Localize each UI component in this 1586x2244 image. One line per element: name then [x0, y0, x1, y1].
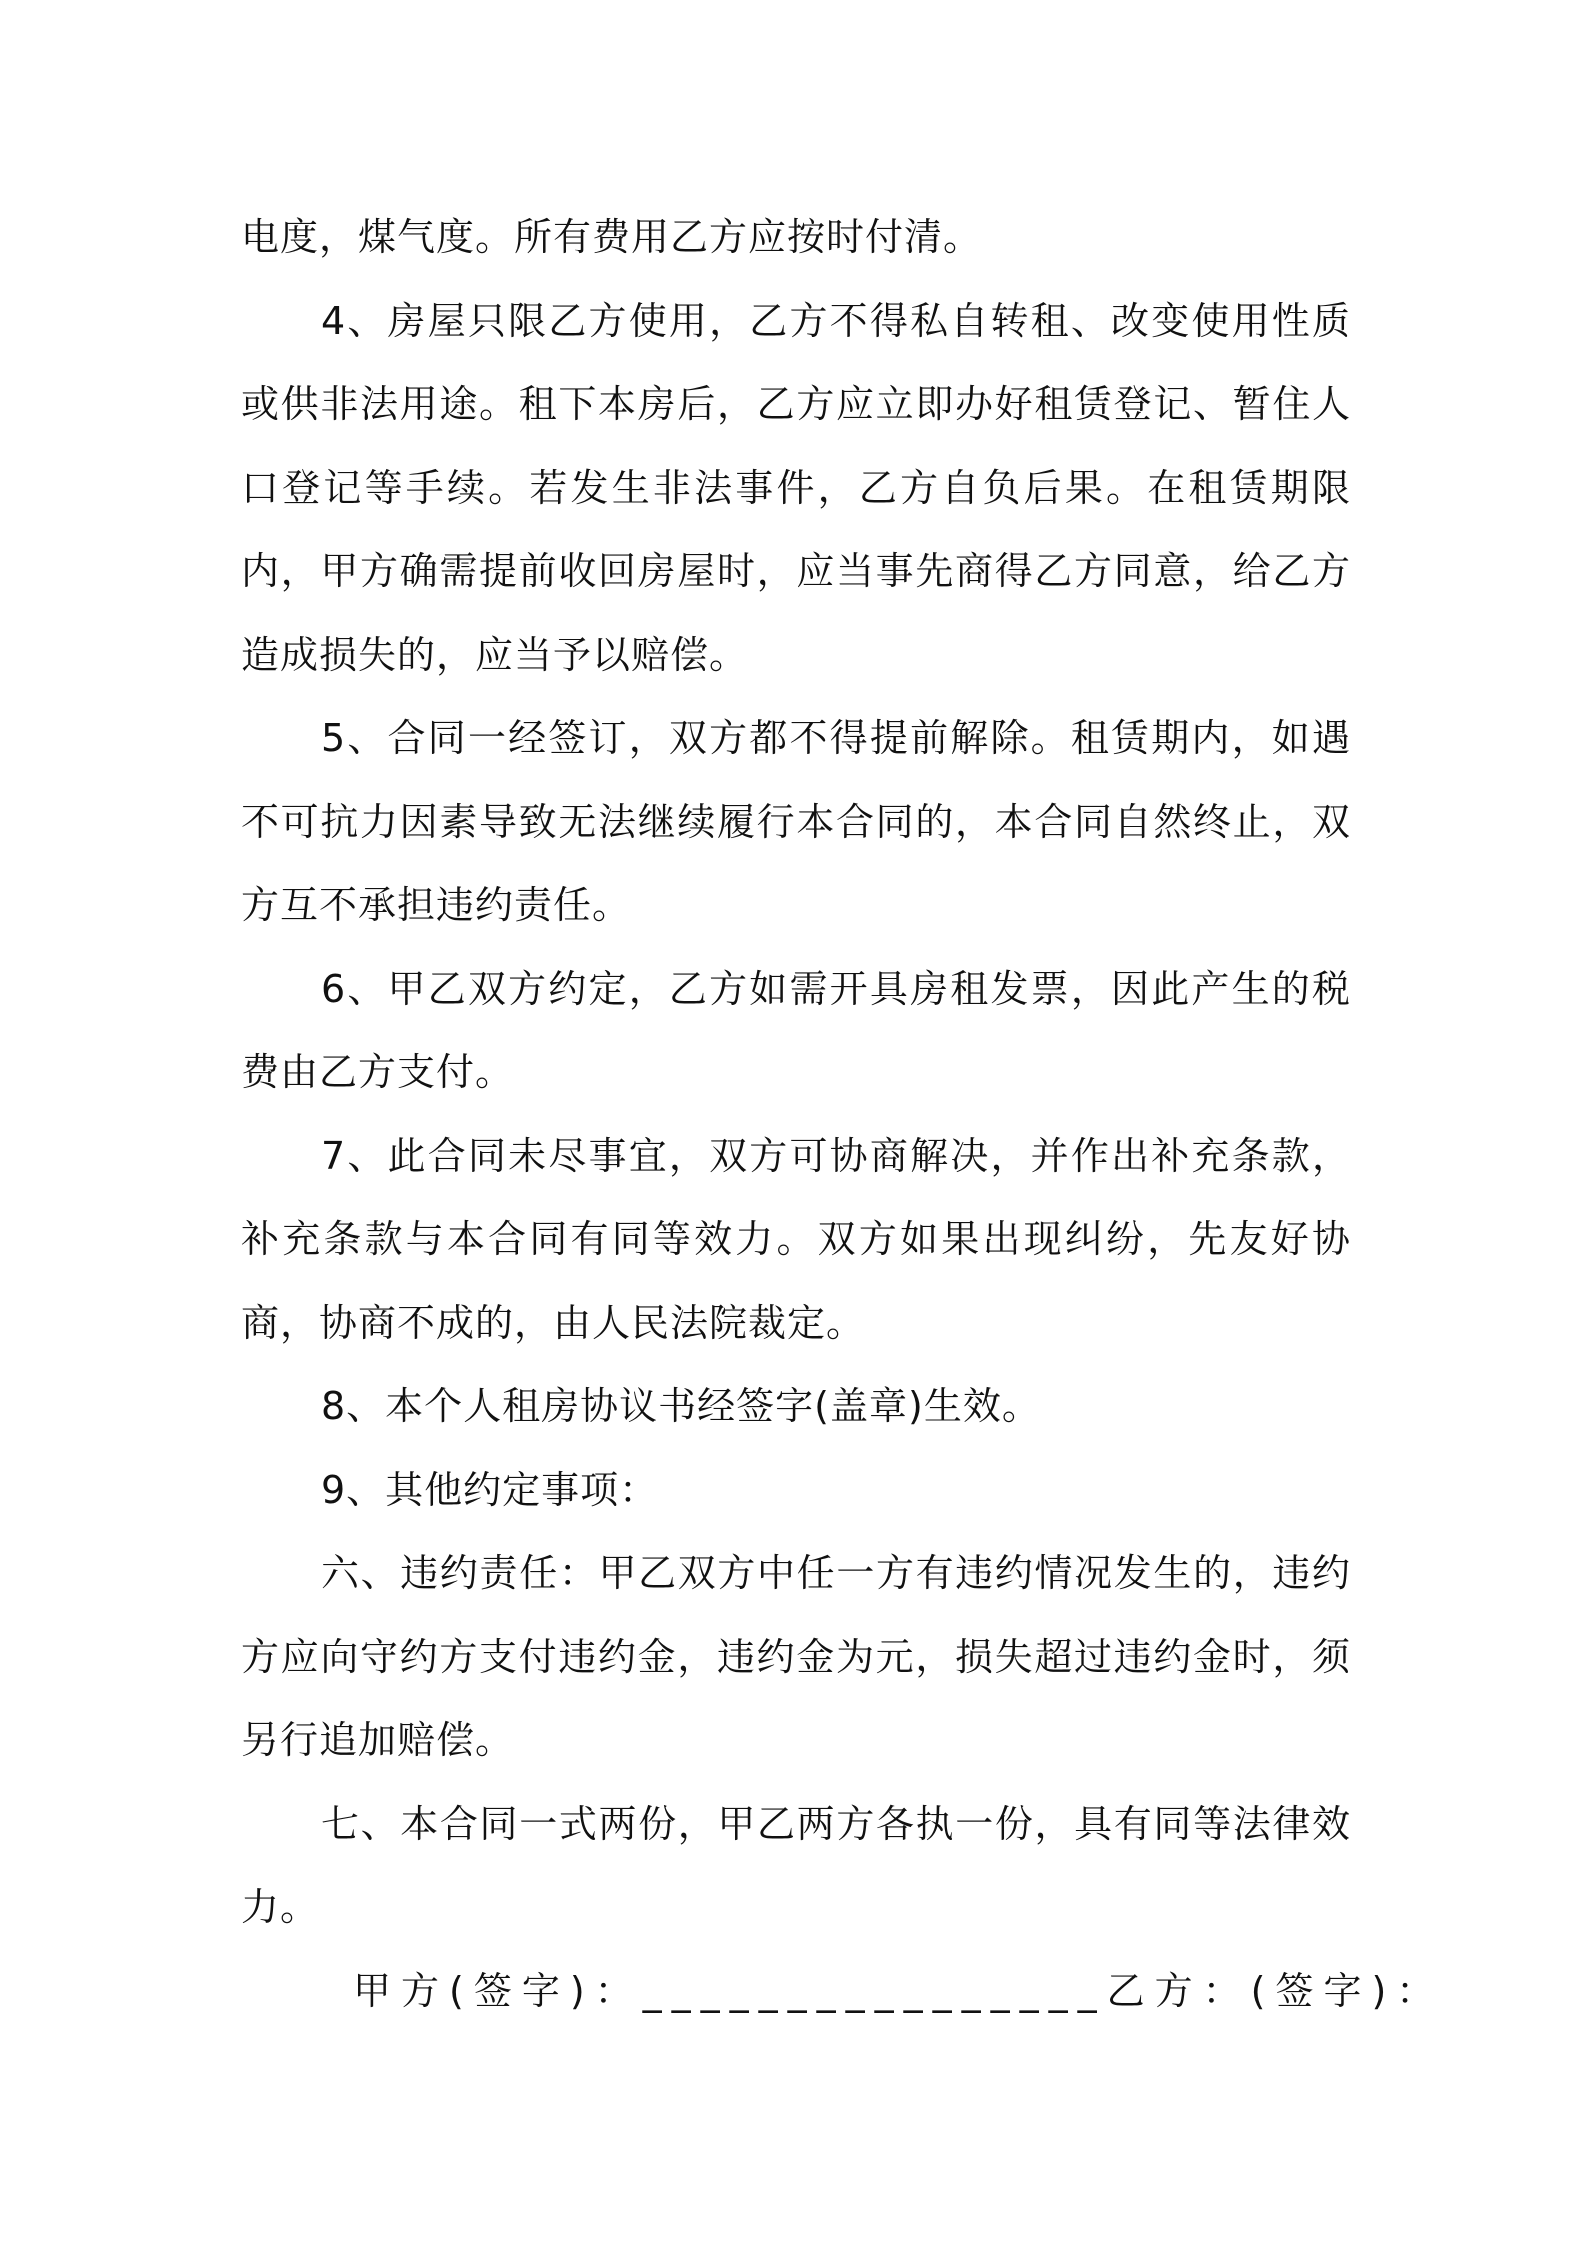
paragraph-copies: 七、本合同一式两份，甲乙两方各执一份，具有同等法律效力。 [241, 1801, 1351, 1929]
paragraph-clause-4: 4、房屋只限乙方使用，乙方不得私自转租、改变使用性质或供非法用途。租下本房后，乙方应立即办好租赁登记、暂住人口登记等手续。若发生非法事件，乙方自负后果。在租赁期限内，甲方确需提前收回房屋时，应当事先商得乙方同意，给乙方造成损失的，应当予以赔偿。 [241, 298, 1351, 677]
paragraph-clause-7: 7、此合同未尽事宜，双方可协商解决，并作出补充条款，补充条款与本合同有同等效力。双方如果出现纠纷，先友好协商，协商不成的，由人民法院裁定。 [241, 1133, 1351, 1345]
paragraph-clause-6: 6、甲乙双方约定，乙方如需开具房租发票，因此产生的税费由乙方支付。 [241, 966, 1351, 1094]
paragraph-breach-liability: 六、违约责任：甲乙双方中任一方有违约情况发生的，违约方应向守约方支付违约金，违约金为元，损失超过违约金时，须另行追加赔偿。 [241, 1551, 1351, 1762]
document-page [241, 196, 1445, 2033]
paragraph-utilities: 电度，煤气度。所有费用乙方应按时付清。 [241, 215, 983, 259]
paragraph-clause-8: 8、本个人租房协议书经签字(盖章)生效。 [321, 1384, 1041, 1428]
paragraph-clause-5: 5、合同一经签订，双方都不得提前解除。租赁期内，如遇不可抗力因素导致无法继续履行本合同的，本合同自然终止，双方互不承担违约责任。 [241, 716, 1351, 927]
signature-line: 甲方(签字)：________________乙方：(签字)： [353, 1968, 1445, 2013]
paragraph-clause-9: 9、其他约定事项： [321, 1467, 659, 1512]
